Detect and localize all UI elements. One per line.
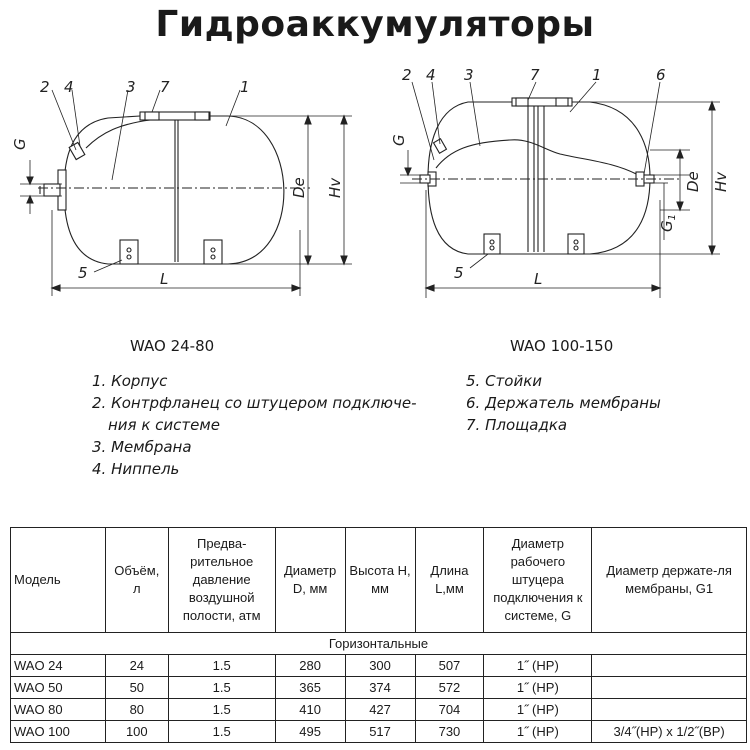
- table-row: [11, 699, 747, 721]
- cell-model: WAO 80: [11, 699, 106, 721]
- table-row: [11, 655, 747, 677]
- cell-length: 507: [415, 655, 484, 677]
- cell-pressure: 1.5: [168, 677, 275, 699]
- left-callout-7: 7: [160, 78, 170, 96]
- legend-left: [92, 370, 416, 480]
- cell-volume: 100: [105, 721, 168, 743]
- left-dim-g: G: [11, 138, 29, 150]
- right-dim-g: G: [390, 134, 408, 146]
- table-header-row: [11, 528, 747, 633]
- right-callout-3: 3: [464, 66, 474, 84]
- technical-drawings: [0, 0, 750, 330]
- cell-fitting: 1˝ (НР): [484, 721, 592, 743]
- header-holder: Диаметр держате-ля мембраны, G1: [592, 528, 747, 633]
- header-height: Высота H, мм: [345, 528, 415, 633]
- cell-pressure: 1.5: [168, 721, 275, 743]
- legend-item: 6. Держатель мембраны: [466, 394, 661, 412]
- cell-height: 374: [345, 677, 415, 699]
- header-volume: Объём, л: [105, 528, 168, 633]
- right-callout-4: 4: [426, 66, 436, 84]
- right-callout-7: 7: [530, 66, 540, 84]
- cell-volume: 24: [105, 655, 168, 677]
- legend-item: 2. Контрфланец со штуцером подключе-: [92, 394, 417, 412]
- cell-volume: 80: [105, 699, 168, 721]
- left-callout-3: 3: [126, 78, 136, 96]
- cell-diameter: 365: [275, 677, 345, 699]
- cell-pressure: 1.5: [168, 699, 275, 721]
- cell-model: WAO 100: [11, 721, 106, 743]
- cell-holder: [592, 677, 747, 699]
- left-dim-hv: Hv: [326, 177, 344, 198]
- right-dim-l: L: [534, 270, 543, 288]
- left-dim-l: L: [160, 270, 169, 288]
- right-callout-5: 5: [454, 264, 464, 282]
- right-callout-2: 2: [402, 66, 412, 84]
- right-dim-de: De: [684, 171, 702, 192]
- legend-item: 4. Ниппель: [92, 460, 180, 478]
- legend-item: ния к системе: [108, 416, 220, 434]
- spec-table: [10, 527, 747, 743]
- cell-length: 704: [415, 699, 484, 721]
- left-callout-5: 5: [78, 264, 88, 282]
- left-dim-de: De: [290, 177, 308, 198]
- right-dim-g1: $G_1$: [658, 214, 678, 232]
- cell-diameter: 280: [275, 655, 345, 677]
- table-group-row: [11, 633, 747, 655]
- legend-item: 5. Стойки: [466, 372, 543, 390]
- cell-pressure: 1.5: [168, 655, 275, 677]
- header-diameter: Диаметр D, мм: [275, 528, 345, 633]
- table-row: [11, 677, 747, 699]
- right-vessel-body: [428, 102, 650, 254]
- cell-length: 730: [415, 721, 484, 743]
- cell-diameter: 495: [275, 721, 345, 743]
- left-callout-2: 2: [40, 78, 50, 96]
- header-length: Длина L,мм: [415, 528, 484, 633]
- cell-diameter: 410: [275, 699, 345, 721]
- cell-height: 300: [345, 655, 415, 677]
- cell-height: 427: [345, 699, 415, 721]
- cell-model: WAO 24: [11, 655, 106, 677]
- legend-item: 3. Мембрана: [92, 438, 192, 456]
- page-title: Гидроаккумуляторы: [155, 4, 595, 45]
- cell-holder: [592, 655, 747, 677]
- header-fitting: Диаметр рабочего штуцера подключения к системе, G: [484, 528, 592, 633]
- left-callout-4: 4: [64, 78, 74, 96]
- cell-model: WAO 50: [11, 677, 106, 699]
- cell-height: 517: [345, 721, 415, 743]
- legend-item: 7. Площадка: [466, 416, 568, 434]
- header-pressure: Предва-рительное давление воздушной полости, атм: [168, 528, 275, 633]
- cell-holder: 3/4˝(НР) x 1/2˝(ВР): [592, 721, 747, 743]
- left-tank-drawing: [11, 78, 352, 296]
- cell-fitting: 1˝ (НР): [484, 699, 592, 721]
- cell-fitting: 1˝ (НР): [484, 677, 592, 699]
- table-row: [11, 721, 747, 743]
- legend-right: [466, 370, 661, 436]
- left-callout-1: 1: [240, 78, 250, 96]
- right-callout-1: 1: [592, 66, 602, 84]
- cell-fitting: 1˝ (НР): [484, 655, 592, 677]
- right-diagram-caption: WAO 100-150: [510, 337, 614, 355]
- cell-volume: 50: [105, 677, 168, 699]
- group-label: Горизонтальные: [11, 633, 747, 655]
- right-tank-drawing: [390, 66, 730, 298]
- left-diagram-caption: WAO 24-80: [130, 337, 215, 355]
- right-dim-hv: Hv: [712, 171, 730, 192]
- right-callout-6: 6: [656, 66, 666, 84]
- legend-item: 1. Корпус: [92, 372, 168, 390]
- header-model: Модель: [11, 528, 106, 633]
- cell-length: 572: [415, 677, 484, 699]
- cell-holder: [592, 699, 747, 721]
